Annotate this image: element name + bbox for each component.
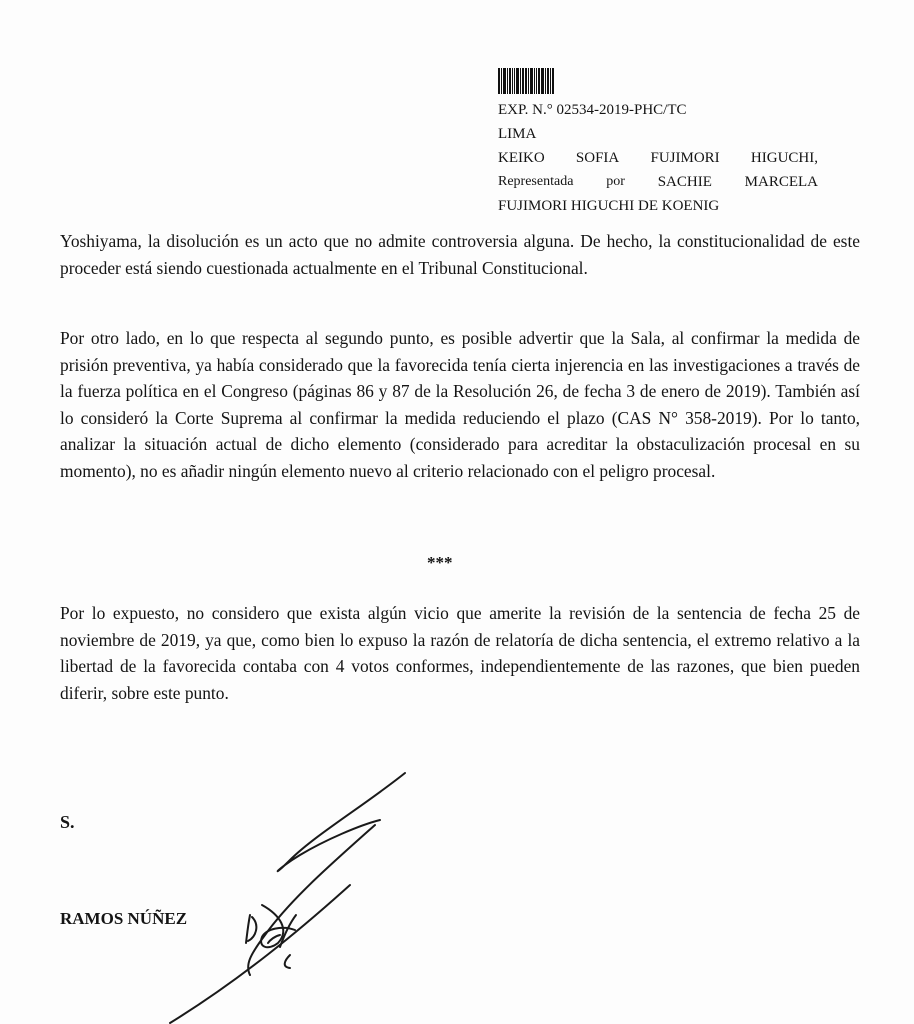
party-word: por [606,174,625,189]
party-word: SACHIE [657,174,712,190]
signature-prefix: S. [60,812,75,832]
party-line-1 [498,146,818,170]
party-word: KEIKO [498,150,545,166]
party-word: FUJIMORI [650,150,720,166]
case-header [498,98,818,218]
section-separator: *** [427,553,453,572]
paragraph-2: Por otro lado, en lo que respecta al segundo punto, es posible advertir que la Sala, al confirmar la medida de prisión preventiva, ya había considerado que la favorecida tenía cierta injerencia en las investigaciones a través de la fuerza política en el Congreso (páginas 86 y 87 de la Resolución 26, de fecha 3 de enero de 2019). También así lo consideró la Corte Suprema al confirmar la medida reduciendo el plazo (CAS N° 358-2019). Por lo tanto, analizar la situación actual de dicho elemento (considerado para acreditar la obstaculización procesal en su momento), no es añadir ningún elemento nuevo al criterio relacionado con el peligro procesal. [60,328,860,481]
paragraph-1: Yoshiyama, la disolución es un acto que no admite controversia alguna. De hecho, la constitucionalidad de este proceder está siendo cuestionada actualmente en el Tribunal Constitucional. [60,231,860,278]
party-line-3: FUJIMORI HIGUCHI DE KOENIG [498,198,720,214]
paragraph-3: Por lo expuesto, no considero que exista algún vicio que amerite la revisión de la sentencia de fecha 25 de noviembre de 2019, ya que, como bien lo expuso la razón de relatoría de dicha sentencia, el extremo relativo a la libertad de la favorecida contaba con 4 votos conformes, independientemente de las razones, que bien pueden diferir, sobre este punto. [60,603,860,703]
party-line-2 [498,170,818,194]
case-place: LIMA [498,126,537,142]
handwritten-signature-icon [150,765,450,1024]
barcode-icon [498,68,560,94]
case-number: EXP. N.° 02534-2019-PHC/TC [498,102,687,118]
party-word: HIGUCHI, [750,150,818,166]
party-word: SOFIA [575,150,620,166]
party-word: Representada [498,174,574,189]
signatory-name: RAMOS NÚÑEZ [60,909,188,928]
party-word: MARCELA [744,174,818,190]
